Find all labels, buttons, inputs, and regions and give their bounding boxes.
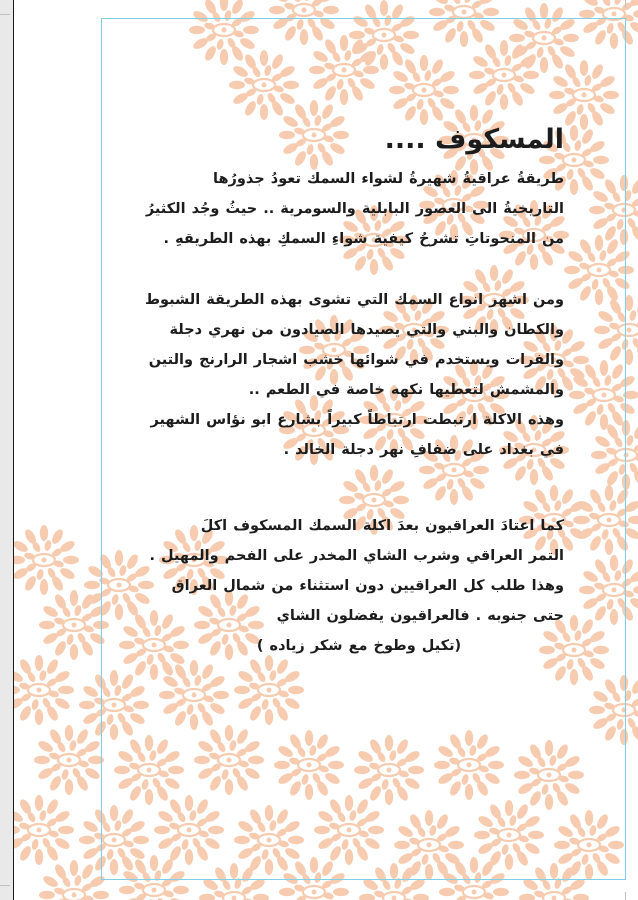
text-line: ومن اشهر انواع السمك التي تشوى بهذه الطريقة الشبوط <box>144 292 564 308</box>
crop-mark <box>625 0 626 8</box>
text-line: وهذه الاكلة ارتبطت ارتباطاً كبيراً بشارع ابو نؤاس الشهير <box>150 412 564 428</box>
paragraph-fish-types <box>114 285 564 465</box>
text-line: التمر العراقي وشرب الشاي المخدر على الفحم والمهيل . <box>149 548 564 564</box>
text-line: التاريخيةُ الى العصور البابلية والسومرية .. حيثُ وجُد الكثيرُ <box>145 201 564 217</box>
text-line: طريقةُ عراقيةُ شهيرةُ لشواء السمك تعودُ جذورُها <box>213 171 564 187</box>
paragraph-tea-custom <box>114 511 564 661</box>
article-title: المسكوف .... <box>384 124 564 155</box>
text-line: في بغداد على ضفافِ نهر دجلة الخالد . <box>283 442 564 458</box>
crop-mark <box>0 14 10 15</box>
paragraph-history <box>114 164 564 254</box>
crop-mark <box>0 885 10 886</box>
article-body <box>114 118 564 661</box>
text-line: والفرات ويستخدم في شوائها خشب اشجار الرارنج والتين <box>148 352 564 368</box>
document-page <box>13 0 638 900</box>
text-line: حتى جنوبه . فالعراقيون يفضلون الشاي <box>276 608 564 624</box>
crop-mark <box>625 892 626 900</box>
text-line: وهذا طلب كل العراقيين دون استثناء من شمال العراق <box>171 578 564 594</box>
text-line: والمشمش لتعطيها نكهه خاصة في الطعم .. <box>248 382 564 398</box>
text-line: من المنحوتاتِ تشرحُ كيفية شواءِ السمكِ بهذه الطريقهِ . <box>163 231 564 247</box>
text-line: كما اعتادَ العراقيون بعدَ اكلة السمك المسكوف اكلَ <box>200 518 564 534</box>
text-line-centered: (تكيل وطوخ مع شكر زياده ) <box>256 638 462 654</box>
text-line: والكطان والبني والتي يصيدها الصيادون من نهري دجلة <box>169 322 564 338</box>
